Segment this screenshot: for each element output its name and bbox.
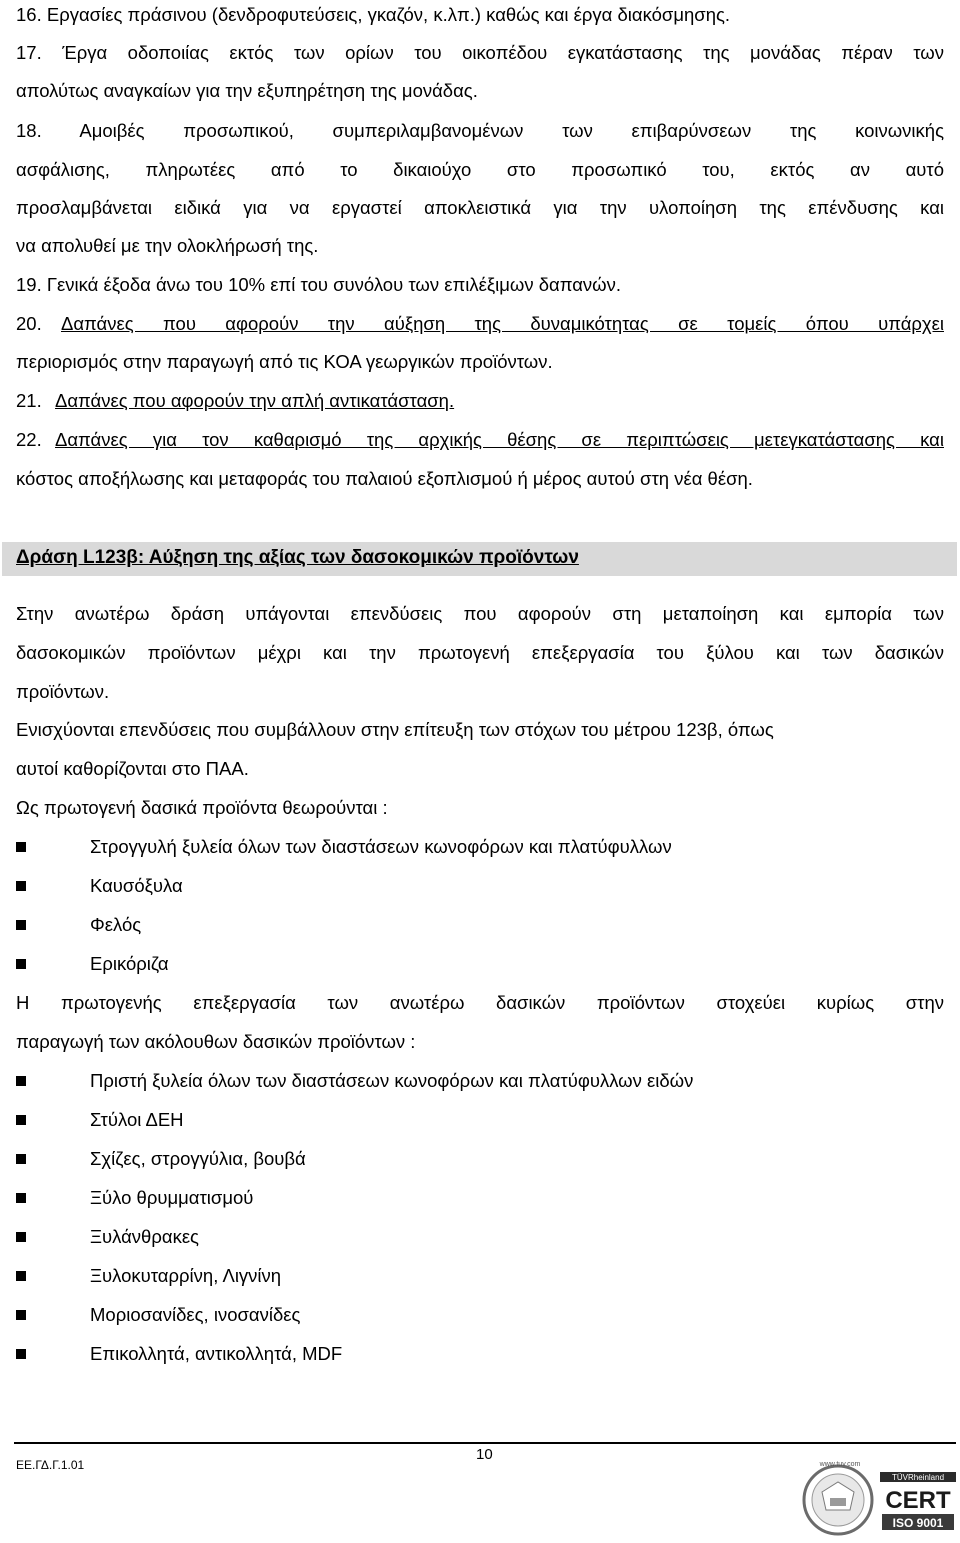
- bullet-square-icon: [16, 920, 26, 930]
- list1-item: Ερικόριζα: [90, 953, 169, 974]
- bullet-square-icon: [16, 881, 26, 891]
- list-item-17-line-2: απολύτως αναγκαίων για την εξυπηρέτηση της μονάδας.: [16, 80, 478, 101]
- bullet-square-icon: [16, 1271, 26, 1281]
- list-item-17-line-1: 17. Έργα οδοποιίας εκτός των ορίων του οικοπέδου εγκατάστασης της μονάδας πέραν των: [16, 42, 944, 63]
- list2-item: Μοριοσανίδες, ινοσανίδες: [90, 1304, 301, 1325]
- tuv-cert-logo: [800, 1452, 958, 1538]
- para4-line-2: παραγωγή των ακόλουθων δασικών προϊόντων :: [16, 1031, 416, 1052]
- bullet-square-icon: [16, 1232, 26, 1242]
- list-item-18-line-2: ασφάλισης, πληρωτέες από το δικαιούχο στο προσωπικό του, εκτός αν αυτό: [16, 159, 944, 180]
- list-item-18-line-1: 18. Αμοιβές προσωπικού, συμπεριλαμβανομένων των επιβαρύνσεων της κοινωνικής: [16, 120, 944, 141]
- bullet-square-icon: [16, 1349, 26, 1359]
- list2-item: Ξυλάνθρακες: [90, 1226, 199, 1247]
- para4-line-1: Η πρωτογενής επεξεργασία των ανωτέρω δασικών προϊόντων στοχεύει κυρίως στην: [16, 992, 944, 1013]
- list-item-20-line-1: Δαπάνες που αφορούν την αύξηση της δυναμικότητας σε τομείς όπου υπάρχει: [61, 313, 944, 334]
- list-item-16: 16. Εργασίες πράσινου (δενδροφυτεύσεις, γκαζόν, κ.λπ.) καθώς και έργα διακόσμησης.: [16, 4, 731, 25]
- para1-line-3: προϊόντων.: [16, 681, 110, 702]
- cert-standard: ISO 9001: [892, 1516, 944, 1530]
- list-item-22-line-2: κόστος αποξήλωσης και μεταφοράς του παλαιού εξοπλισμού ή μέρος αυτού στη νέα θέση.: [16, 468, 753, 489]
- bullet-square-icon: [16, 1310, 26, 1320]
- list-item-19: 19. Γενικά έξοδα άνω του 10% επί του συνόλου των επιλέξιμων δαπανών.: [16, 274, 622, 295]
- page-number: 10: [476, 1446, 493, 1463]
- list2-item: Σχίζες, στρογγύλια, βουβά: [90, 1148, 306, 1169]
- list-number-21: 21.: [16, 390, 42, 411]
- list-item-21: Δαπάνες που αφορούν την απλή αντικατάσταση.: [55, 390, 455, 411]
- cert-brand: TÜVRheinland: [891, 1473, 945, 1482]
- bullet-square-icon: [16, 842, 26, 852]
- tuv-cert-logo-graphic: [800, 1452, 958, 1538]
- list2-item: Στύλοι ΔΕΗ: [90, 1109, 184, 1130]
- para1-line-1: Στην ανωτέρω δράση υπάγονται επενδύσεις που αφορούν στη μεταποίηση και εμπορία των: [16, 603, 944, 624]
- list-number-22: 22.: [16, 429, 42, 450]
- bullet-square-icon: [16, 959, 26, 969]
- list2-item: Ξύλο θρυμματισμού: [90, 1187, 254, 1208]
- list1-item: Καυσόξυλα: [90, 875, 183, 896]
- list-item-18-line-4: να απολυθεί με την ολοκλήρωσή της.: [16, 235, 319, 256]
- list-number-20: 20.: [16, 313, 42, 334]
- footer-rule: [14, 1442, 956, 1444]
- list2-item: Επικολλητά, αντικολλητά, MDF: [90, 1343, 343, 1364]
- para2-line-2: αυτοί καθορίζονται στο ΠΑΑ.: [16, 758, 249, 779]
- list2-item: Πριστή ξυλεία όλων των διαστάσεων κωνοφόρων και πλατύφυλλων ειδών: [90, 1070, 694, 1091]
- footer-document-code: ΕΕ.ΓΔ.Γ.1.01: [16, 1458, 85, 1472]
- list-item-22-line-1: Δαπάνες για τον καθαρισμό της αρχικής θέσης σε περιπτώσεις μετεγκατάστασης και: [55, 429, 944, 450]
- list-item-20-line-2: περιορισμός στην παραγωγή από τις ΚΟΑ γεωργικών προϊόντων.: [16, 351, 553, 372]
- cert-url: www.tuv.com: [819, 1461, 861, 1468]
- list1-item: Στρογγυλή ξυλεία όλων των διαστάσεων κωνοφόρων και πλατύφυλλων: [90, 836, 672, 857]
- bullet-square-icon: [16, 1115, 26, 1125]
- cert-mark: CERT: [885, 1487, 951, 1514]
- para1-line-2: δασοκομικών προϊόντων μέχρι και την πρωτογενή επεξεργασία του ξύλου και των δασικών: [16, 642, 944, 663]
- bullet-square-icon: [16, 1193, 26, 1203]
- section-heading: Δράση L123β: Αύξηση της αξίας των δασοκομικών προϊόντων: [16, 547, 579, 568]
- bullet-square-icon: [16, 1154, 26, 1164]
- bullet-square-icon: [16, 1076, 26, 1086]
- para2-line-1: Ενισχύονται επενδύσεις που συμβάλλουν στην επίτευξη των στόχων του μέτρου 123β, όπως: [16, 719, 774, 740]
- list2-item: Ξυλοκυταρρίνη, Λιγνίνη: [90, 1265, 282, 1286]
- para3: Ως πρωτογενή δασικά προϊόντα θεωρούνται :: [16, 797, 388, 818]
- list-item-18-line-3: προσλαμβάνεται ειδικά για να εργαστεί αποκλειστικά για την υλοποίηση της επένδυσης και: [16, 197, 944, 218]
- list1-item: Φελός: [90, 914, 142, 935]
